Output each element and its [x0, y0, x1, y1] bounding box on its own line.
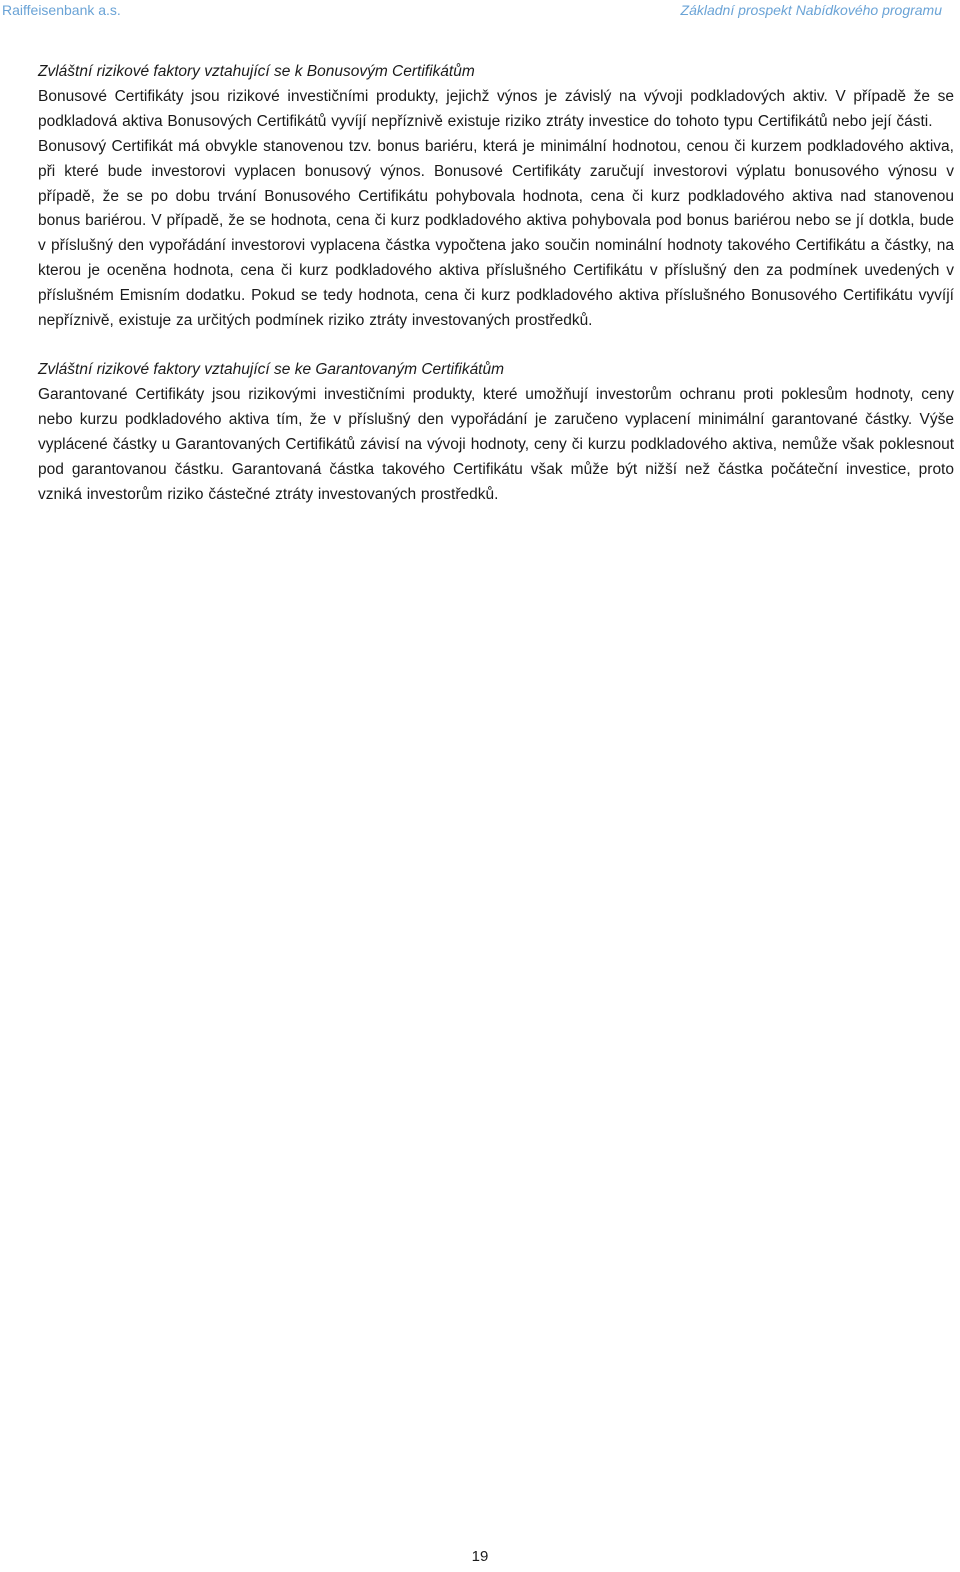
header-issuer-name: Raiffeisenbank a.s.: [2, 2, 121, 18]
header-document-title: Základní prospekt Nabídkového programu: [680, 2, 942, 18]
page-header: [0, 2, 960, 22]
section-title: Zvláštní rizikové faktory vztahující se ke Garantovaným Certifikátům: [38, 360, 505, 378]
paragraph: Garantované Certifikáty jsou rizikovými investičními produkty, které umožňují investorům ochranu proti poklesům hodnoty, ceny nebo kurzu podkladového aktiva tím, že v příslušný den vypořádání je zaručeno vyplacení minimální garantované částky. Výše vyplácené částky u Garantovaných Certifikátů závisí na vývoji hodnoty, ceny či kurzu podkladového aktiva, nemůže však poklesnout pod garantovanou částku. Garantovaná částka takového Certifikátu však může být nižší než částka počáteční investice, proto vzniká investorům riziko částečné ztráty investovaných prostředků.: [38, 385, 954, 503]
section-spacer: [38, 334, 954, 358]
page-number: 19: [471, 1548, 489, 1565]
paragraph: Bonusové Certifikáty jsou rizikové investičními produkty, jejichž výnos je závislý na vývoji podkladových aktiv. V případě že se podkladová aktiva Bonusových Certifikátů vyvíjí nepříznivě existuje riziko ztráty investice do tohoto typu Certifikátů nebo její části.: [38, 87, 954, 130]
section-guaranteed-certificates: [38, 358, 954, 507]
section-title: Zvláštní rizikové faktory vztahující se k Bonusovým Certifikátům: [38, 63, 475, 80]
document-body: [38, 60, 954, 507]
paragraph: Bonusový Certifikát má obvykle stanovenou tzv. bonus bariéru, která je minimální hodnotou, cenou či kurzem podkladového aktiva, při které bude investorovi vyplacen bonusový výnos. Bonusové Certifikáty zaručují investorovi výplatu bonusového výnosu v případě, že se po dobu trvání Bonusového Certifikátu pohybovala hodnota, cena či kurz podkladového aktiva nad stanovenou bonus bariérou. V případě, že se hodnota, cena či kurz podkladového aktiva pohybovala pod bonus bariérou nebo se jí dotkla, bude v příslušný den vypořádání investorovi vyplacena částka vypočtena jako součin nominální hodnoty takového Certifikátu a částky, na kterou je oceněna hodnota, cena či kurz podkladového aktiva příslušného Certifikátu v příslušný den za podmínek uvedených v příslušném Emisním dodatku. Pokud se tedy hodnota, cena či kurz podkladového aktiva příslušného Bonusového Certifikátu vyvíjí nepříznivě, existuje za určitých podmínek riziko ztráty investovaných prostředků.: [38, 137, 954, 330]
section-bonus-certificates: [38, 60, 954, 334]
